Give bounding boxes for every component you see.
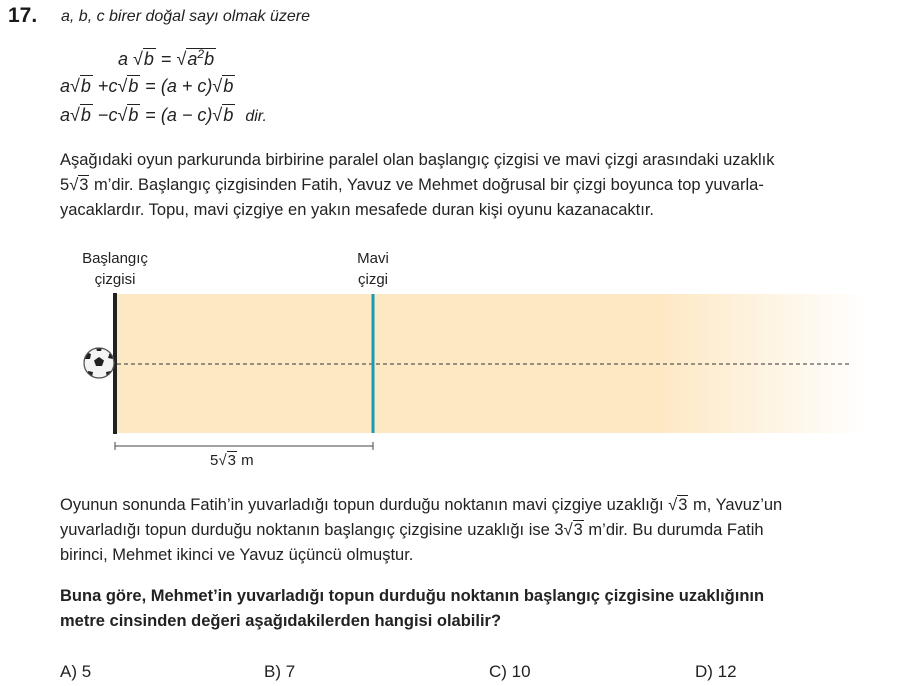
formula-2: a√b +c√b = (a + c)√b — [60, 76, 234, 96]
question-number: 17. — [8, 4, 38, 27]
paragraph-2: Oyunun sonunda Fatih’in yuvarladığı topun durduğu noktanın mavi çizgiye uzaklığı √3 m, Yavuz’un yuvarladığı topun durduğu noktanın başlangıç çizgisine uzaklığı ise 3√3 m’dir. Bu durumda Fatih birinci, Mehmet ikinci ve Yavuz üçüncü olmuştur. — [60, 496, 783, 564]
choice-b[interactable]: B) 7 — [264, 662, 296, 681]
intro-text: a, b, c birer doğal sayı olmak üzere — [61, 8, 311, 25]
distance-label: 5√3 m — [210, 452, 254, 469]
f1-eq: = — [160, 49, 172, 69]
f2-sqrt-b: √b — [70, 76, 91, 96]
soccer-ball-icon — [84, 348, 114, 378]
f1-sqrt-b: √b — [133, 49, 154, 69]
start-line-label: Başlangıç çizgisi — [82, 250, 148, 288]
question-prompt: Buna göre, Mehmet’in yuvarladığı topun durduğu noktanın başlangıç çizgisine uzaklığının metre cinsinden değeri aşağıdakilerden hangisi olabilir? — [60, 587, 765, 630]
blue-line-label: Mavi çizgi — [357, 250, 389, 288]
formula-3: a√b −c√b = (a − c)√b dir. — [60, 105, 267, 125]
choice-c[interactable]: C) 10 — [489, 662, 531, 681]
paragraph-1: Aşağıdaki oyun parkurunda birbirine paralel olan başlangıç çizgisi ve mavi çizgi arasındaki uzaklık 5√3 m’dir. Başlangıç çizgisinden Fatih, Yavuz ve Mehmet doğrusal bir çizgi boyunca top yuvarla- yacaklardır. Topu, mavi çizgiye en yakın mesafede duran kişi oyunu kazanacaktır. — [60, 151, 775, 219]
f1-a: a — [118, 49, 129, 69]
f1-sqrt-a2b: $√a^2b$ — [176, 47, 215, 69]
choice-a[interactable]: A) 5 — [60, 662, 92, 681]
choice-d[interactable]: D) 12 — [695, 662, 737, 681]
